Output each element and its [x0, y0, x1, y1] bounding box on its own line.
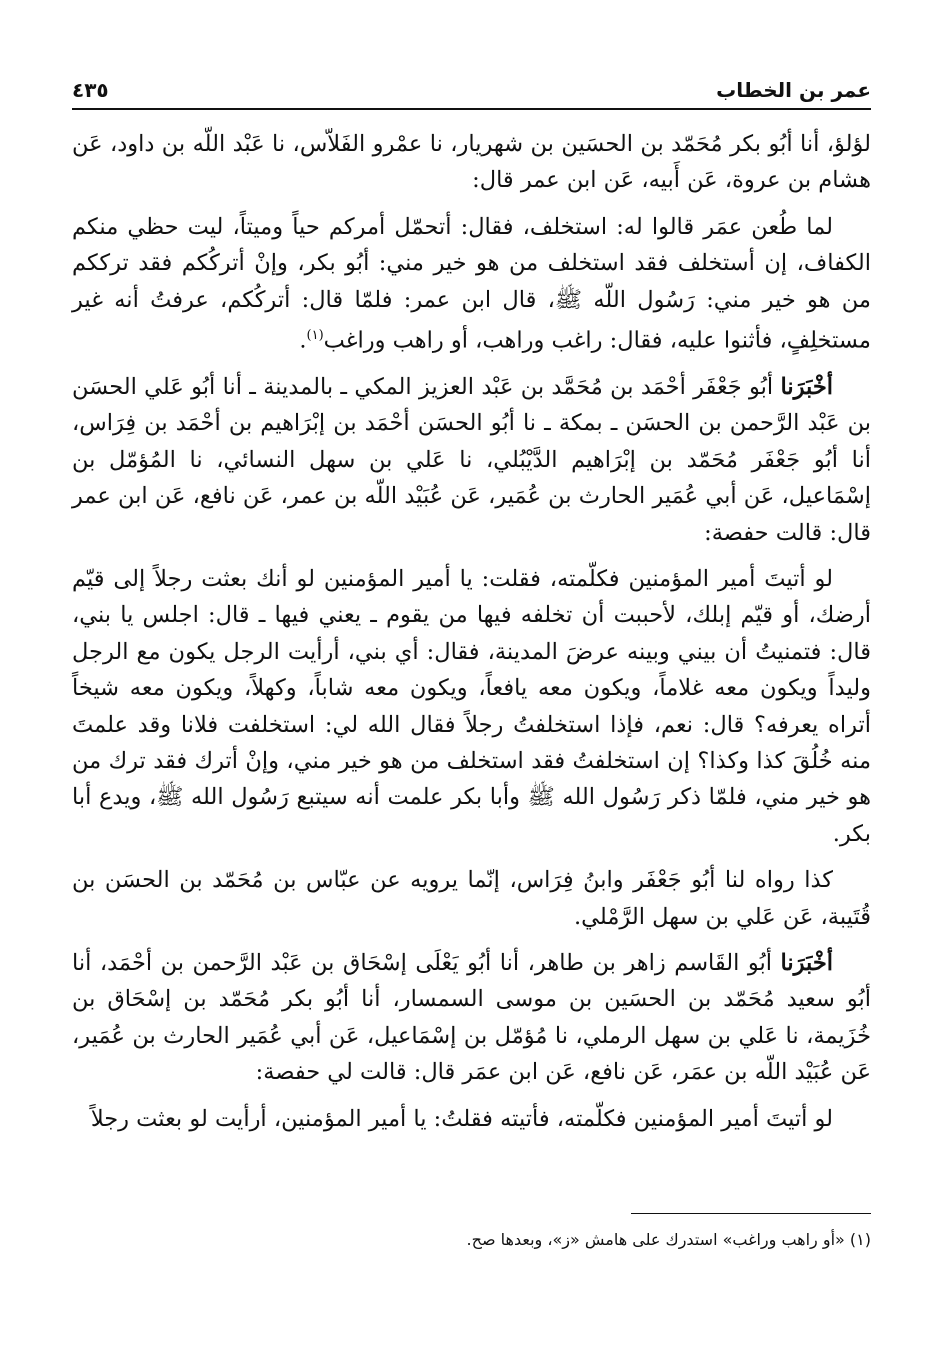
paragraph-text: أبُو جَعْفَر أحْمَد بن مُحَمَّد بن عَبْد العزيز المكي ـ بالمدينة ـ أنا أبُو عَلي الحسَن بن عَبْد الرَّحمن بن الحسَن ـ بمكة ـ نا أبُو الحسَن أحْمَد بن إبْرَاهيم بن أحْمَد بن فِرَاس، أنا أبُو جَعْفَر مُحَمّد بن إبْرَاهيم الدَّيْبُلي، نا عَلي بن سهل النسائي، نا المُؤمّل بن إسْمَاعيل، عَن أبي عُمَير الحارث بن عُمَير، عَن عُبَيْد اللّه بن عمر، عَن نافع، عَن ابن عمر قال: قالت حفصة: — [72, 373, 871, 546]
header-rule — [72, 108, 871, 110]
page-body — [72, 126, 871, 1147]
paragraph-text: كذا رواه لنا أبُو جَعْفَر وابنُ فِرَاس، إنّما يرويه عن عبّاس بن مُحَمّد بن الحسَن بن قُتَيبة، عَن عَلي بن سهل الرَّمْلي. — [72, 867, 871, 930]
paragraph-lead: أخْبَرَنا — [780, 373, 833, 400]
page-header — [72, 72, 871, 102]
paragraph-text: لو أتيتَ أمير المؤمنين فكلّمته، فأتيته فقلتُ: يا أمير المؤمنين، أرأيت لو بعثت رجلاً — [90, 1105, 833, 1132]
paragraph-lead: أخْبَرَنا — [780, 950, 833, 977]
page-number: ٤٣٥ — [72, 78, 109, 102]
footnote-text: «أو راهب وراغب» استدرك على هامش «ز»، وبعدها صح. — [466, 1230, 845, 1249]
paragraph — [72, 945, 871, 1091]
running-title: عمر بن الخطاب — [716, 78, 871, 102]
paragraph — [72, 369, 871, 551]
footnote-rule — [631, 1213, 871, 1214]
paragraph-text: لو أتيتَ أمير المؤمنين فكلّمته، فقلت: يا أمير المؤمنين لو أنك بعثت رجلاً إلى قيّم أرضك، أو قيّم إبلك، لأحببت أن تخلفه فيها من يقوم ـ يعني فيها ـ قال: اجلس يا بني، قال: فتمنيتُ أن بيني وبينه عرضَ المدينة، فقال: أي بني، أرأيت الرجل يكون مع الرجل وليداً ويكون معه غلاماً، ويكون معه يافعاً، ويكون معه شاباً، وكهلاً، ويكون معه شيخاً أتراه يعرفه؟ قال: نعم، فإذا استخلفتُ رجلاً فقال الله لي: استخلفت فلانا وقد علمتَ منه خُلُقَ كذا وكذا؟ إن استخلفتُ فقد استخلف من هو خير مني، وإنْ أترك فقد ترك من هو خير مني، فلمّا ذكر رَسُول الله ﷺ وأبا بكر علمت أنه سيتبع رَسُول الله ﷺ، ويدع أبا بكر. — [72, 565, 871, 847]
paragraph-text: لما طُعن عمَر قالوا له: استخلف، فقال: أتحمّل أمركم حياً وميتاً، ليت حظي منكم الكفاف، إن أستخلف فقد استخلف من هو خير مني: أبُو بكر، وإنْ أتركُكم فقد ترككم من هو خير مني: رَسُول اللّه ﷺ، قال ابن عمر: فلمّا قال: أتركُكم، عرفتُ أنه غير مستخلِفٍ، فأثنوا عليه، فقال: راغب وراهب، أو راهب وراغب — [72, 213, 871, 354]
paragraph-text: لؤلؤ، أنا أبُو بكر مُحَمّد بن الحسَين بن شهريار، نا عمْرو الفَلاّس، نا عَبْد اللّه بن داود، عَن هشام بن عروة، عَن أَبيه، عَن ابن عمر قال: — [72, 131, 871, 194]
paragraph-text: أبُو القَاسم زاهر بن طاهر، أنا أبُو يَعْلَى إسْحَاق بن عَبْد الرَّحمن بن أحْمَد، أنا أبُو سعيد مُحَمّد بن الحسَين بن موسى السمسار، أنا أبُو بكر مُحَمّد بن إسْحَاق بن خُزَيمة، نا عَلي بن سهل الرملي، نا مُؤمّل بن إسْمَاعيل، عَن أبي عُمَير الحارث بن عُمَير، عَن عُبَيْد اللّه بن عمَر، عَن نافع، عَن ابن عمَر قال: قالت لي حفصة: — [72, 950, 871, 1086]
paragraph — [72, 561, 871, 852]
paragraph — [72, 126, 871, 199]
footnote-marker: (١) — [849, 1230, 871, 1249]
paragraph: لما طُعن عمَر قالوا له: استخلف، فقال: أتحمّل أمركم حياً وميتاً، ليت حظي منكم الكفاف، إن أستخلف فقد استخلف من هو خير مني: أبُو بكر، وإنْ أتركُكم فقد ترككم من هو خير مني: رَسُول اللّه ﷺ، قال ابن عمر: فلمّا قال: أتركُكم، عرفتُ أنه غير مستخلِفٍ، فأثنوا عليه، فقال: راغب وراهب، أو راهب وراغب$^{(١)}$. — [72, 213, 871, 354]
footnote — [72, 1228, 871, 1252]
footnote-reference: (١) — [306, 328, 324, 344]
paragraph — [72, 862, 871, 935]
paragraph — [72, 1101, 871, 1137]
